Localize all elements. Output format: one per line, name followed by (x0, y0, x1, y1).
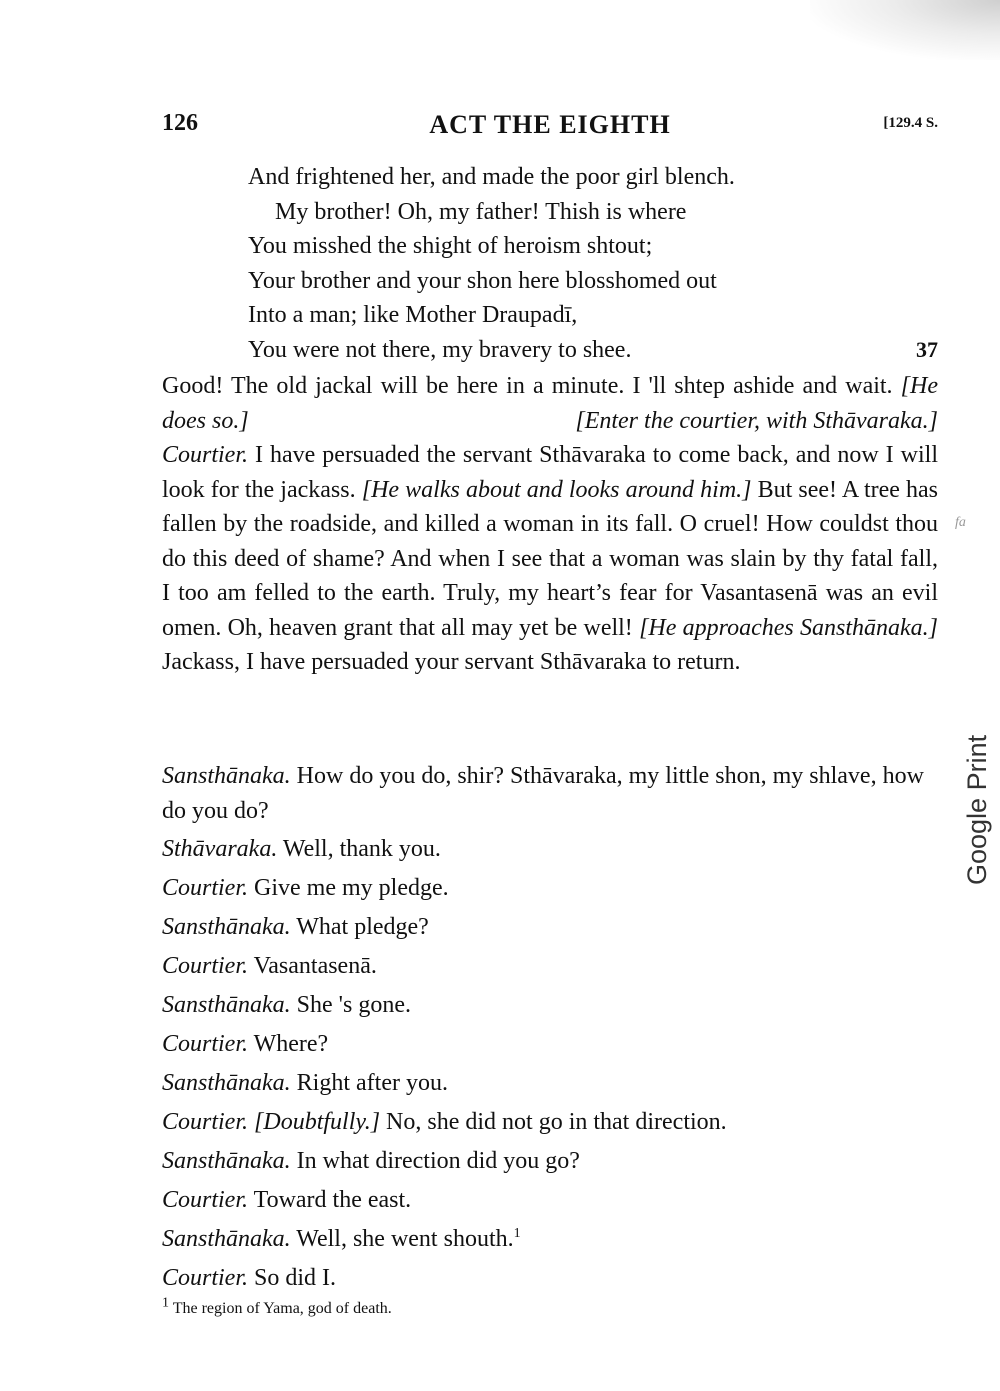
speaker-name: Courtier. (162, 1187, 249, 1213)
speaker-name: Courtier. (162, 442, 249, 468)
verse-line-last (248, 333, 938, 368)
speaker-name: Sansthānaka. (162, 1226, 291, 1252)
dialogue-line (162, 830, 938, 869)
dialogue-line (162, 1259, 938, 1298)
dialogue-line (162, 869, 938, 908)
speech-text: So did I. (248, 1265, 337, 1291)
stage-direction: [He walks about and looks around him.] (361, 476, 752, 503)
speaker-name: Courtier. (162, 1265, 249, 1291)
stage-direction: [Doubtfully.] (248, 1109, 381, 1135)
page-number: 126 (162, 110, 198, 136)
verse-line: My brother! Oh, my father! Thish is where (275, 198, 687, 225)
dialogue-line (162, 1103, 938, 1142)
stage-direction: [He approaches Sansthānaka.] (639, 614, 938, 641)
verse-line-text: You were not there, my bravery to shee. (248, 336, 632, 363)
footnote-marker[interactable]: 1 (513, 1226, 521, 1241)
paragraph-speech (162, 369, 938, 438)
speech-text: Give me my pledge. (248, 875, 449, 901)
speaker-name: Sansthānaka. (162, 763, 291, 789)
speaker-name: Courtier. (162, 1031, 249, 1057)
verse-number: 37 (916, 336, 938, 362)
speech-text: How do you do, shir? Sthāvaraka, my little shon, my shlave, how do you do? (162, 763, 924, 824)
speech-text: Toward the east. (248, 1187, 412, 1213)
speech-text: But see! A tree has fallen by the roadside, and killed a woman in its fall. O cruel! How couldst thou do this deed of shame? And when I see that a woman was slain by thy fatal fall, I too am felled to the earth. Truly, my heart’s fear for Vasantasenā was an evil omen. Oh, heaven grant that all may yet be well! (162, 476, 939, 641)
speech-text: No, she did not go in that direction. (380, 1109, 727, 1135)
dialogue-line (162, 908, 938, 947)
dialogue-line (162, 947, 938, 986)
section-reference: [129.4 S. (883, 115, 938, 131)
dialogue-line (162, 1142, 938, 1181)
dialogue-line (162, 1181, 938, 1220)
speech-text: She 's gone. (290, 992, 411, 1018)
footnote-marker: 1 (162, 1295, 169, 1311)
speech-text: Jackass, I have persuaded your servant Sthāvaraka to return. (162, 649, 741, 675)
margin-mark: fa (955, 515, 966, 530)
running-title: ACT THE EIGHTH (429, 110, 671, 139)
speaker-name: Sthāvaraka. (162, 836, 278, 862)
speaker-name: Courtier. (162, 875, 249, 901)
dialogue-block (162, 757, 938, 1298)
stage-direction: [Enter the courtier, with Sthāvaraka.] (575, 407, 938, 434)
footnote (162, 1295, 392, 1318)
dialogue-line (162, 757, 938, 830)
footnote-text: The region of Yama, god of death. (169, 1300, 392, 1317)
speech-text: Where? (248, 1031, 329, 1057)
speech-text: Vasantasenā. (248, 953, 377, 979)
speech-text: What pledge? (290, 914, 429, 940)
speech-text: Good! The old jackal will be here in a minute. I 'll shtep ashide and wait. (162, 373, 901, 399)
verse-line: Into a man; like Mother Draupadī, (248, 302, 578, 328)
scan-shadow (810, 0, 1000, 60)
speaker-name: Sansthānaka. (162, 914, 291, 940)
speaker-name: Courtier. (162, 953, 249, 979)
speech-text: Right after you. (290, 1070, 448, 1096)
dialogue-line (162, 1064, 938, 1103)
running-header (162, 110, 938, 140)
dialogue-line (162, 986, 938, 1025)
verse-block (248, 160, 938, 367)
verse-line: Your brother and your shon here blosshomed out (248, 267, 717, 294)
paragraph-courtier (162, 438, 938, 680)
google-print-watermark: Google Print (962, 734, 992, 885)
stage-direction: [He does so.] (162, 373, 938, 434)
verse-line: You misshed the shight of heroism shtout; (248, 233, 653, 259)
speaker-name: Sansthānaka. (162, 1148, 291, 1174)
verse-line: And frightened her, and made the poor girl blench. (248, 164, 735, 190)
prose-block (162, 369, 938, 680)
speaker-name: Sansthānaka. (162, 992, 291, 1018)
speech-text: In what direction did you go? (290, 1148, 580, 1174)
dialogue-line (162, 1220, 938, 1259)
speech-text: Well, she went shouth. (290, 1226, 514, 1252)
speaker-name: Sansthānaka. (162, 1070, 291, 1096)
dialogue-line (162, 1025, 938, 1064)
speech-text: Well, thank you. (277, 836, 441, 862)
speech-text: I have persuaded the servant Sthāvaraka to come back, and now I will look for the jackass. (162, 442, 938, 503)
speaker-name: Courtier. (162, 1109, 249, 1135)
